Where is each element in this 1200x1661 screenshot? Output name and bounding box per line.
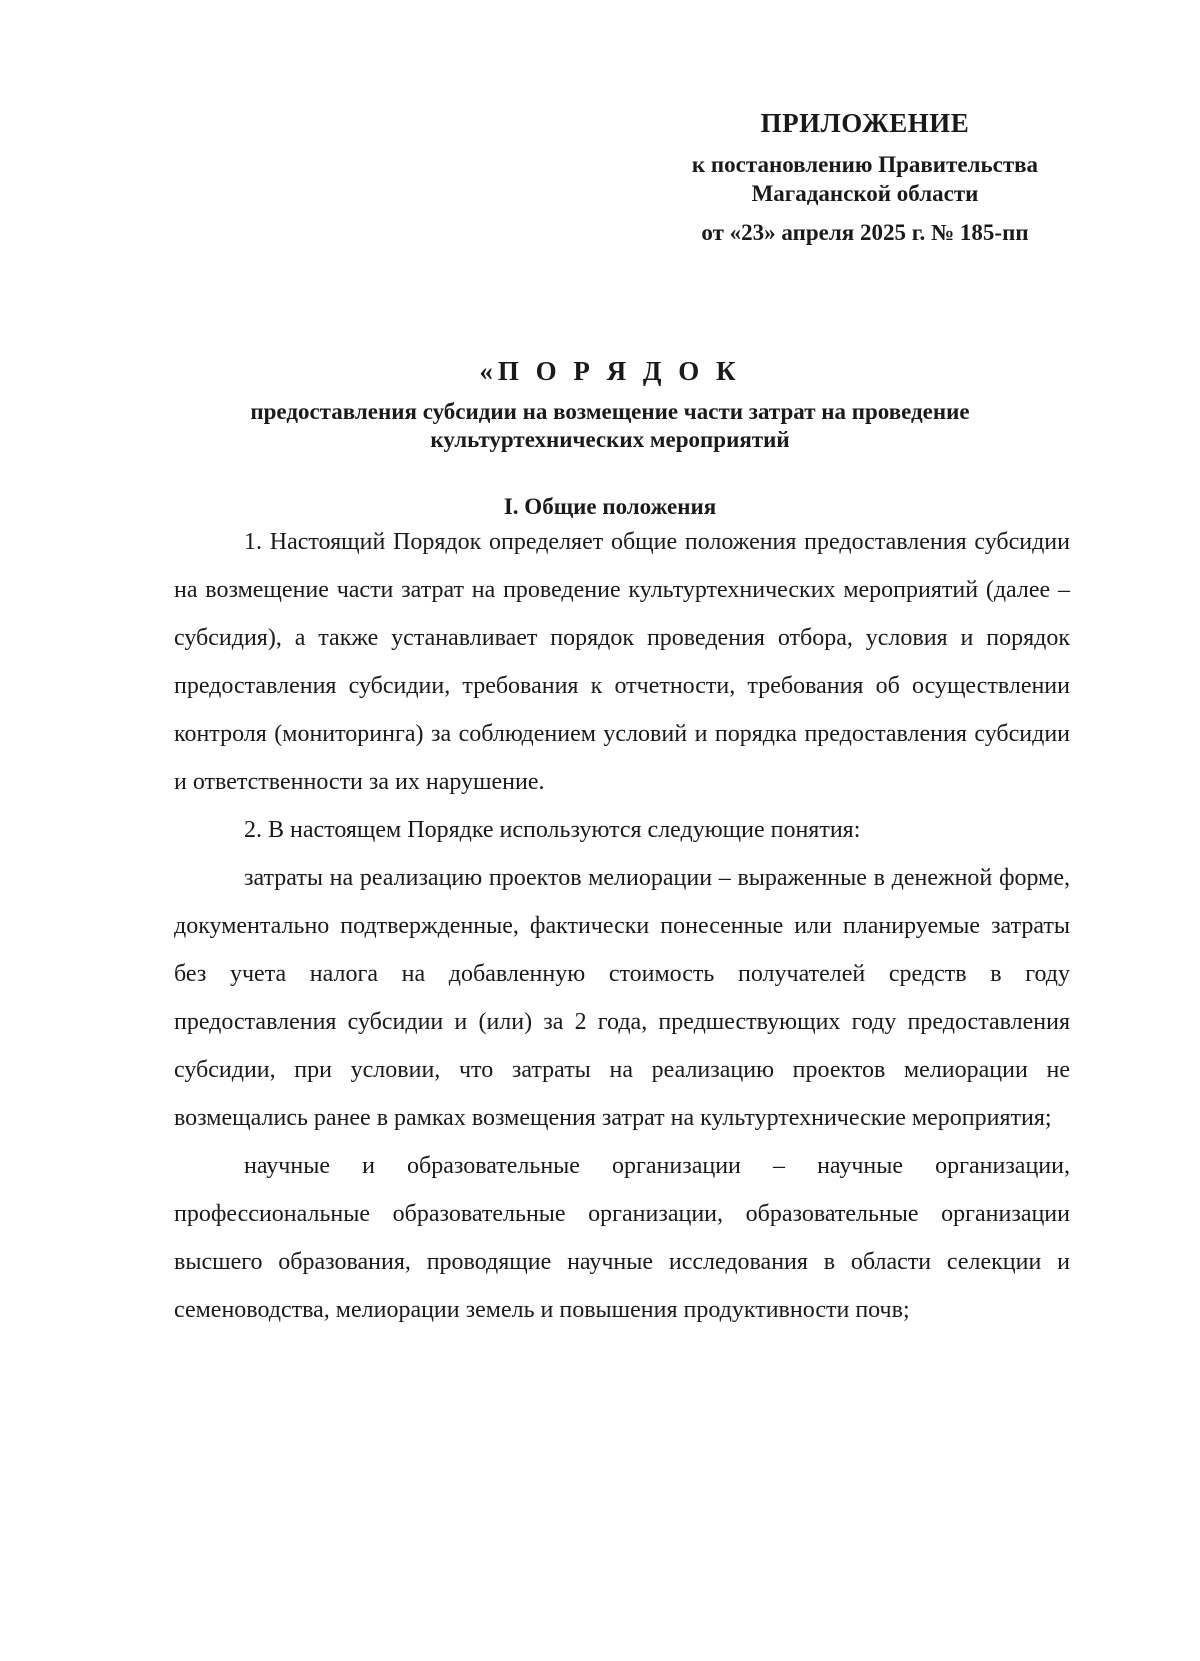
appendix-resolution-line: к постановлению Правительства <box>691 152 1039 177</box>
paragraph: научные и образовательные организации – научные организации, профессиональные образовательные организации, образовательные организации высшего образования, проводящие научные исследования в области селекции и семеноводства, мелиорации земель и повышения продуктивности почв; <box>174 1153 1070 1323</box>
document-title: «П О Р Я Д О К <box>479 356 741 386</box>
paragraph: затраты на реализацию проектов мелиорации – выраженные в денежной форме, документально подтвержденные, фактически понесенные или планируемые затраты без учета налога на добавленную стоимость получателей средств в году предоставления субсидии и (или) за 2 года, предшествующих году предоставления субсидии, при условии, что затраты на реализацию проектов мелиорации не возмещались ранее в рамках возмещения затрат на культуртехнические мероприятия; <box>174 865 1070 1131</box>
document-subtitle <box>150 398 1070 454</box>
appendix-date-number-line: от «23» апреля 2025 г. № 185-пп <box>701 220 1029 245</box>
appendix-region-line: Магаданской области <box>751 181 979 206</box>
document-subtitle-line: предоставления субсидии на возмещение части затрат на проведение <box>250 399 970 424</box>
paragraph: 2. В настоящем Порядке используются следующие понятия: <box>244 817 861 843</box>
body-text <box>174 518 1070 1334</box>
document-subtitle-line: культуртехнических мероприятий <box>430 427 790 452</box>
section-title: I. Общие положения <box>503 494 717 519</box>
paragraph: 1. Настоящий Порядок определяет общие положения предоставления субсидии на возмещение части затрат на проведение культуртехнических мероприятий (далее – субсидия), а также устанавливает порядок проведения отбора, условия и порядок предоставления субсидии, требования к отчетности, требования об осуществлении контроля (мониторинга) за соблюдением условий и порядка предоставления субсидии и ответственности за их нарушение. <box>174 529 1070 795</box>
appendix-title: ПРИЛОЖЕНИЕ <box>760 108 970 138</box>
